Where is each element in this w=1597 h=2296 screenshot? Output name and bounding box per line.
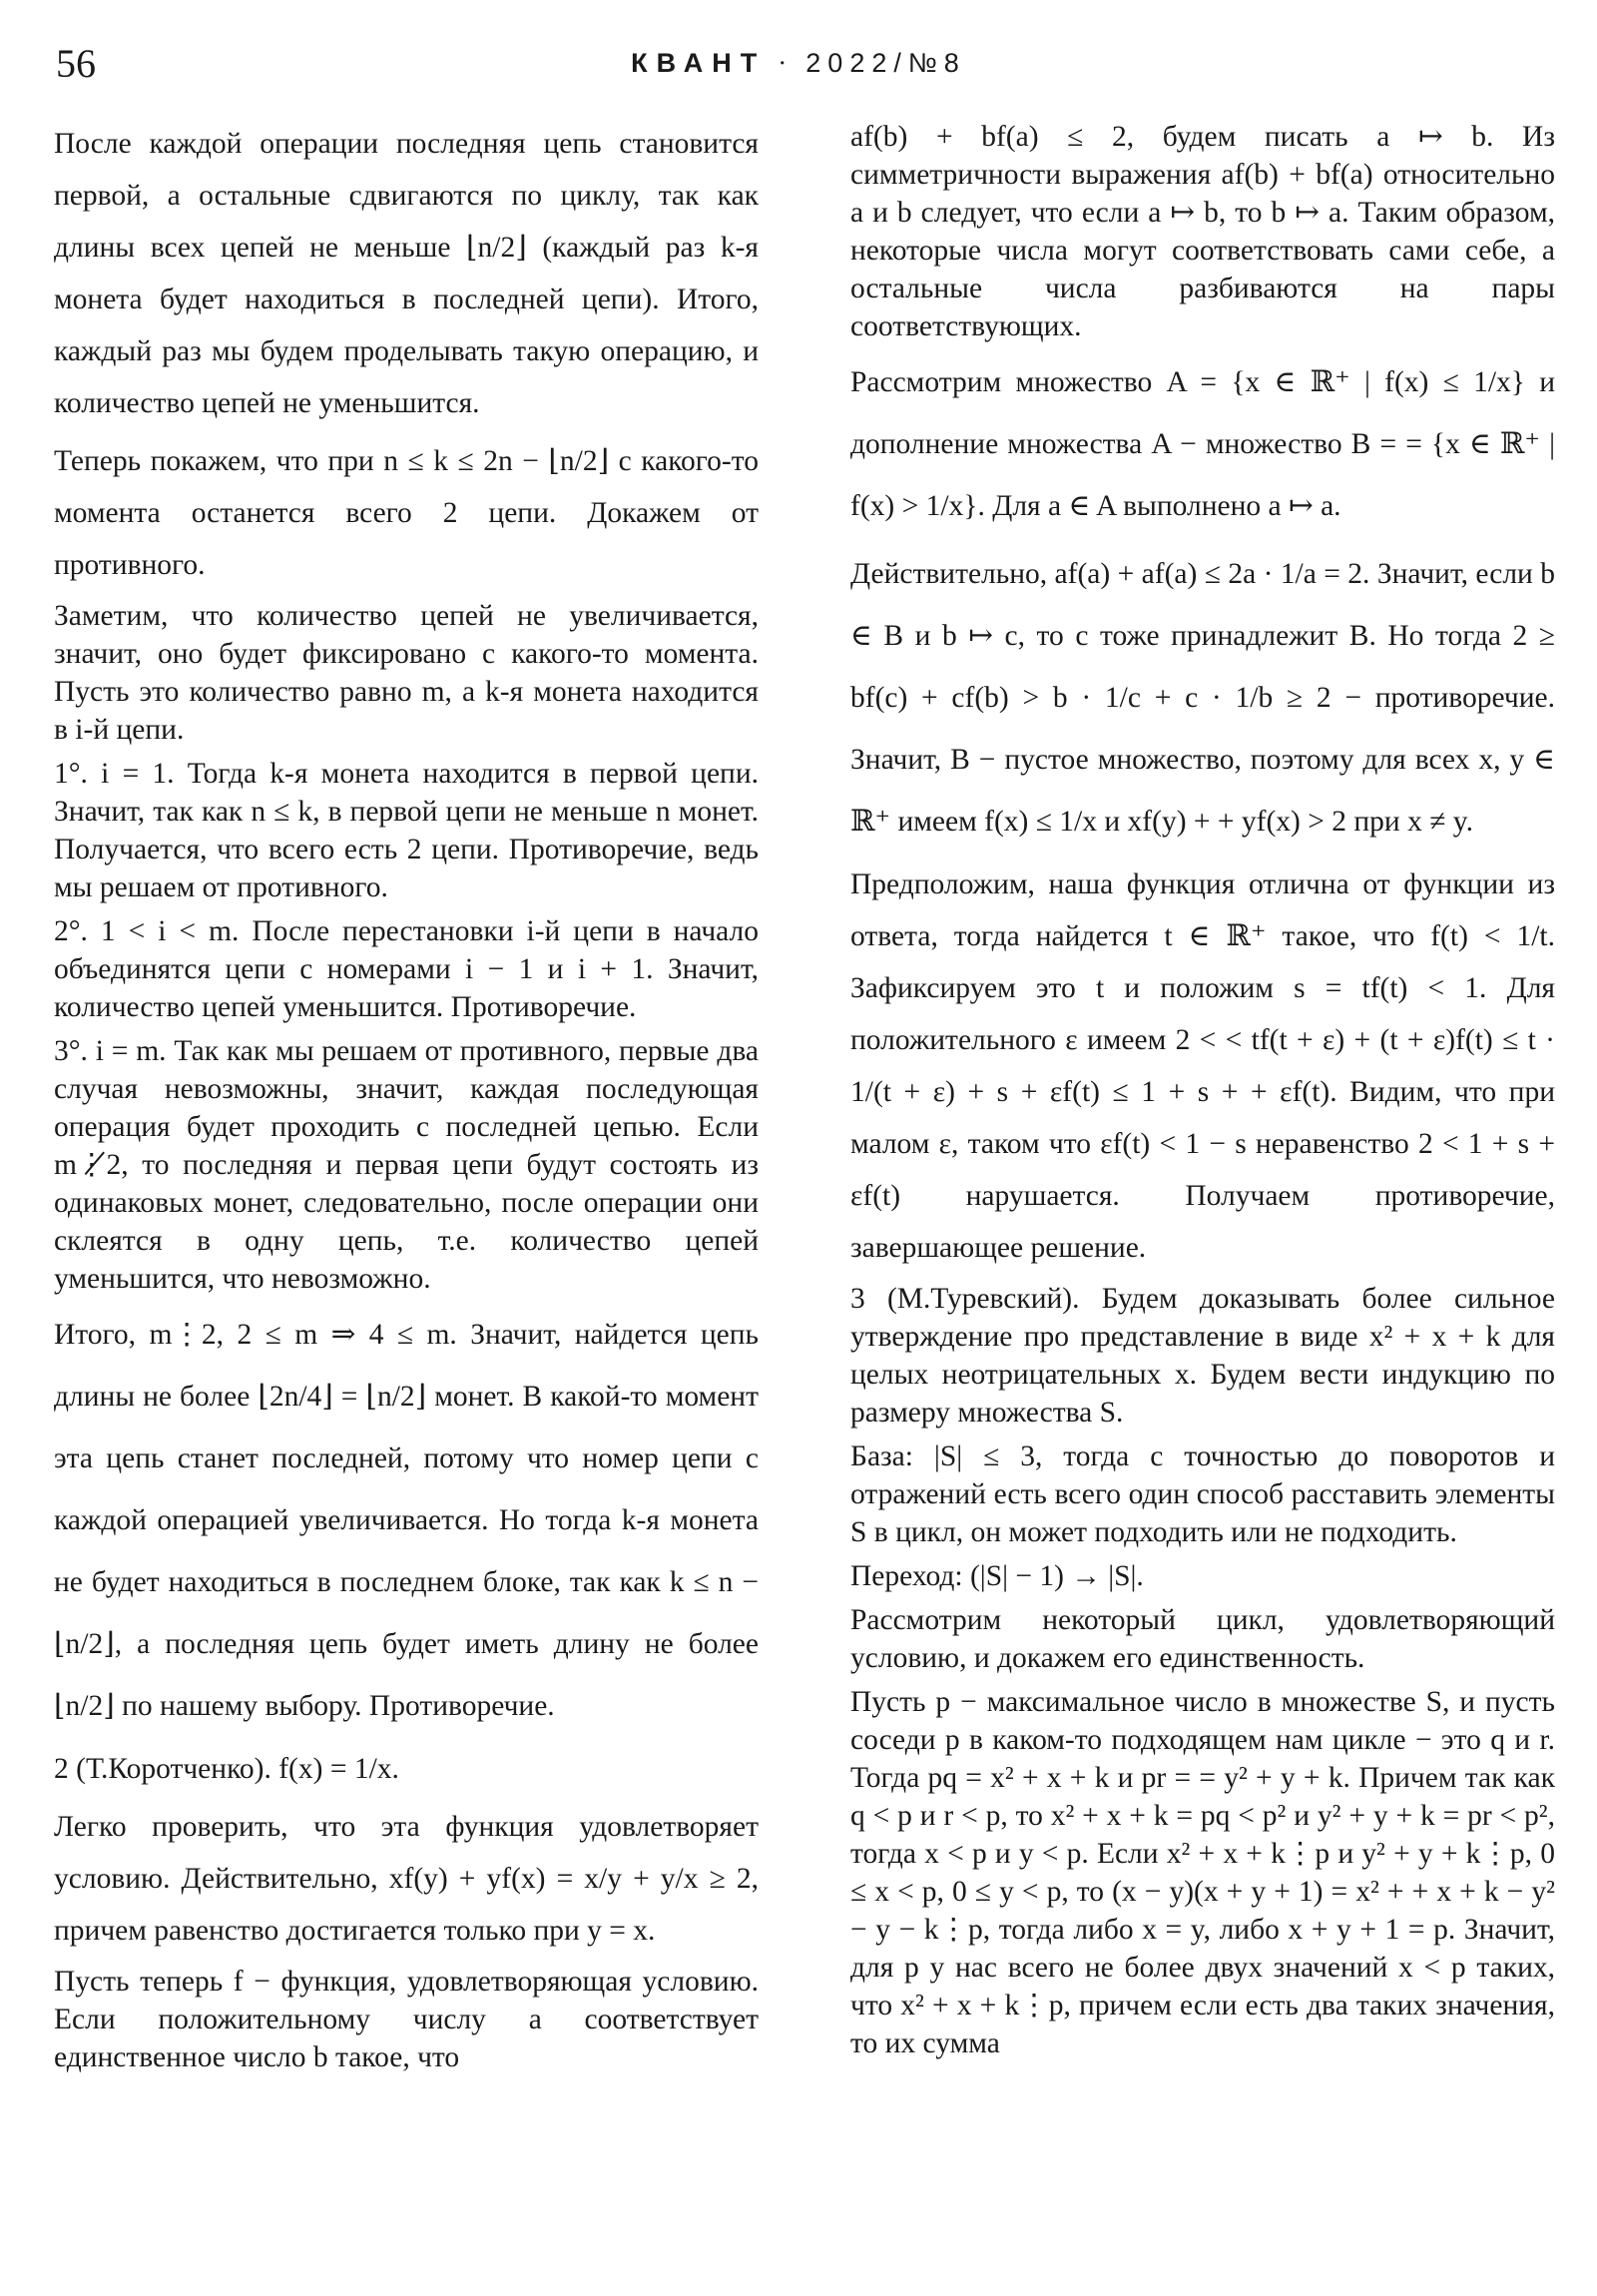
paragraph: 2°. 1 < i < m. После перестановки i-й цепи в начало объединятся цепи с номерами i − 1 и i + 1. Значит, количество цепей уменьшится. Противоречие. — [54, 915, 759, 1023]
paragraph: Рассмотрим множество A = {x ∈ ℝ⁺ | f(x) ≤ 1/x} и дополнение множества A − множество B = = {x ∈ ℝ⁺ | f(x) > 1/x}. Для a ∈ A выполнено a ↦ a. — [850, 366, 1555, 522]
paragraph: Действительно, af(a) + af(a) ≤ 2a · 1/a = 2. Значит, если b ∈ B и b ↦ c, то c тоже принадлежит B. Но тогда 2 ≥ bf(c) + cf(b) > b · 1/c + c · 1/b ≥ 2 − противоречие. Значит, B − пустое множество, поэтому для всех x, y ∈ ℝ⁺ имеем f(x) ≤ 1/x и xf(y) + + yf(x) > 2 при x ≠ y. — [850, 558, 1555, 838]
paragraph: Заметим, что количество цепей не увеличивается, значит, оно будет фиксировано с какого-то момента. Пусть это количество равно m, а k-я монета находится в i-й цепи. — [54, 600, 759, 746]
page-number: 56 — [56, 41, 96, 86]
journal-title: КВАНТ — [631, 48, 767, 78]
paragraph: Пусть p − максимальное число в множестве S, и пусть соседи p в каком-то подходящем нам цикле − это q и r. Тогда pq = x² + x + k и pr = = y² + y + k. Причем так как q < p и r < p, то x² + x + k = pq < p² и y² + y + k = pr < p², тогда x < p и y < p. Если x² + x + k⋮p и y² + y + k⋮p, 0 ≤ x < p, 0 ≤ y < p, то (x − y)(x + y + 1) = x² + + x + k − y² − y − k⋮p, тогда либо x = y, либо x + y + 1 = p. Значит, для p у нас всего не более двух значений x < p таких, что x² + x + k⋮p, причем если есть два таких значения, то их сумма — [850, 1686, 1555, 2059]
section-heading: 2 (Т.Коротченко). f(x) = 1/x. — [54, 1753, 399, 1785]
paragraph: Легко проверить, что эта функция удовлетворяет условию. Действительно, xf(y) + yf(x) = x/y + y/x ≥ 2, причем равенство достигается только при y = x. — [54, 1811, 759, 1947]
paragraph: После каждой операции последняя цепь становится первой, а остальные сдвигаются по циклу, так как длины всех цепей не меньше ⌊n/2⌋ (каждый раз k-я монета будет находиться в последней цепи). Итого, каждый раз мы будем проделывать такую операцию, и количество цепей не уменьшится. — [54, 128, 759, 419]
paragraph: af(b) + bf(a) ≤ 2, будем писать a ↦ b. Из симметричности выражения af(b) + bf(a) относительно a и b следует, что если a ↦ b, то b ↦ a. Таким образом, некоторые числа могут соответствовать сами себе, а остальные числа разбиваются на пары соответствующих. — [850, 121, 1555, 342]
running-head — [0, 50, 1597, 77]
paragraph: Предположим, наша функция отлична от функции из ответа, тогда найдется t ∈ ℝ⁺ такое, что f(t) < 1/t. Зафиксируем это t и положим s = tf(t) < 1. Для положительного ε имеем 2 < < tf(t + ε) + (t + ε)f(t) ≤ t · 1/(t + ε) + s + εf(t) ≤ 1 + s + + εf(t). Видим, что при малом ε, таком что εf(t) < 1 − s неравенство 2 < 1 + s + εf(t) нарушается. Получаем противоречие, завершающее решение. — [850, 868, 1555, 1264]
left-column — [54, 118, 759, 2284]
paragraph: Пусть теперь f − функция, удовлетворяющая условию. Если положительному числу a соответствует единственное число b такое, что — [54, 1966, 759, 2073]
paragraph: 1°. i = 1. Тогда k-я монета находится в первой цепи. Значит, так как n ≤ k, в первой цепи не меньше n монет. Получается, что всего есть 2 цепи. Противоречие, ведь мы решаем от противного. — [54, 758, 759, 903]
header-separator: · — [778, 48, 795, 78]
paragraph: Итого, m⋮2, 2 ≤ m ⇒ 4 ≤ m. Значит, найдется цепь длины не более ⌊2n/4⌋ = ⌊n/2⌋ монет. В какой-то момент эта цепь станет последней, потому что номер цепи с каждой операцией увеличивается. Но тогда k-я монета не будет находиться в последнем блоке, так как k ≤ n − ⌊n/2⌋, а последняя цепь будет иметь длину не более ⌊n/2⌋ по нашему выбору. Противоречие. — [54, 1319, 759, 1722]
section-heading: 3 (М.Туревский). Будем доказывать более сильное утверждение про представление в виде x² + x + k для целых неотрицательных x. Будем вести индукцию по размеру множества S. — [850, 1283, 1555, 1429]
paragraph: Переход: (|S| − 1) → |S|. — [850, 1560, 1144, 1592]
issue-number: 2022/№8 — [805, 48, 966, 78]
paragraph: 3°. i = m. Так как мы решаем от противного, первые два случая невозможны, значит, каждая последующая операция будет проходить с последней цепью. Если m⋮̸2, то последняя и первая цепи будут состоять из одинаковых монет, следовательно, после операции они склеятся в одну цепь, т.е. количество цепей уменьшится, что невозможно. — [54, 1035, 759, 1295]
paragraph: База: |S| ≤ 3, тогда с точностью до поворотов и отражений есть всего один способ расставить элементы S в цикл, он может подходить или не подходить. — [850, 1440, 1555, 1548]
paragraph: Рассмотрим некоторый цикл, удовлетворяющий условию, и докажем его единственность. — [850, 1604, 1555, 1674]
paragraph: Теперь покажем, что при n ≤ k ≤ 2n − ⌊n/2⌋ с какого-то момента останется всего 2 цепи. Докажем от противного. — [54, 445, 759, 581]
right-column — [850, 118, 1555, 2284]
